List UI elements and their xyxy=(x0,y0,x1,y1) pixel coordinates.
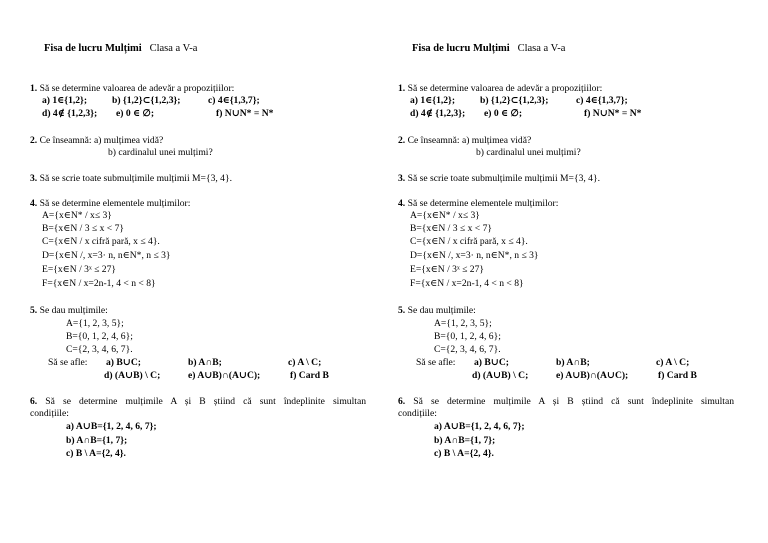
set-d-definition: D={x∈N /, x=3· n, n∈N*, n ≤ 3} xyxy=(410,250,539,261)
find-label: Să se afle: xyxy=(48,357,88,368)
given-set-a: A={1, 2, 3, 5}; xyxy=(434,318,492,329)
exercise-text-continued: condițiile: xyxy=(30,408,69,419)
item-1a: a) 1∈{1,2}; xyxy=(42,95,88,106)
set-b-definition: B={x∈N / 3 ≤ x < 7} xyxy=(42,223,124,234)
item-6b: b) A∩B={1, 7}; xyxy=(434,435,496,446)
worksheet-title: Fisa de lucru Mulțimi xyxy=(412,43,510,54)
item-5e: e) A∪B)∩(A∪C); xyxy=(556,370,629,381)
item-5f: f) Card B xyxy=(658,370,697,381)
item-1f: f) N∪N* = N* xyxy=(216,108,274,119)
exercise-2 xyxy=(30,135,163,147)
item-6a: a) A∪B={1, 2, 4, 6, 7}; xyxy=(66,421,157,432)
given-set-b: B={0, 1, 2, 4, 6}; xyxy=(434,331,501,342)
exercise-4 xyxy=(398,198,558,210)
worksheet-title: Fisa de lucru Mulțimi xyxy=(44,43,142,54)
exercise-number: 3. xyxy=(398,173,406,184)
item-6c: c) B \ A={2, 4}. xyxy=(434,448,494,459)
exercise-number: 4. xyxy=(398,198,406,209)
set-e-definition: E={x∈N / 3ˣ ≤ 27} xyxy=(42,264,116,275)
item-2b: b) cardinalul unei mulțimi? xyxy=(476,147,581,158)
given-set-a: A={1, 2, 3, 5}; xyxy=(66,318,124,329)
exercise-text: Să se determine elementele mulțimilor: xyxy=(39,198,191,209)
item-1a: a) 1∈{1,2}; xyxy=(410,95,456,106)
exercise-text: Să se determine mulțimile A și B știind că sunt îndeplinite simultan xyxy=(413,396,734,407)
exercise-number: 6. xyxy=(30,396,38,407)
set-b-definition: B={x∈N / 3 ≤ x < 7} xyxy=(410,223,492,234)
exercise-text: Ce înseamnă: a) mulțimea vidă? xyxy=(39,135,164,146)
set-f-definition: F={x∈N / x=2n-1, 4 < n < 8} xyxy=(410,278,524,289)
exercise-text: Se dau mulțimile: xyxy=(39,305,108,316)
item-2b: b) cardinalul unei mulțimi? xyxy=(108,147,213,158)
given-set-c: C={2, 3, 4, 6, 7}. xyxy=(66,344,133,355)
item-5f: f) Card B xyxy=(290,370,329,381)
item-1b: b) {1,2}⊂{1,2,3}; xyxy=(480,95,549,106)
item-5c: c) A \ C; xyxy=(656,357,690,368)
exercise-2 xyxy=(398,135,531,147)
exercise-text: Să se scrie toate submulțimile mulțimii M={3, 4}. xyxy=(407,173,600,184)
item-1c: c) 4∈{1,3,7}; xyxy=(208,95,260,106)
exercise-6 xyxy=(398,396,734,408)
set-c-definition: C={x∈N / x cifră pară, x ≤ 4}. xyxy=(42,236,160,247)
exercise-number: 5. xyxy=(398,305,406,316)
exercise-number: 1. xyxy=(398,83,406,94)
set-e-definition: E={x∈N / 3ˣ ≤ 27} xyxy=(410,264,484,275)
item-1e: e) 0 ∈ ∅; xyxy=(116,108,155,119)
set-a-definition: A={x∈N* / x≤ 3} xyxy=(410,210,480,221)
exercise-text: Ce înseamnă: a) mulțimea vidă? xyxy=(407,135,532,146)
item-5a: a) B∪C; xyxy=(474,357,509,368)
exercise-3 xyxy=(30,173,232,185)
exercise-number: 6. xyxy=(398,396,406,407)
exercise-number: 4. xyxy=(30,198,38,209)
exercise-1 xyxy=(398,83,602,95)
exercise-5 xyxy=(30,305,108,317)
exercise-text: Să se determine elementele mulțimilor: xyxy=(407,198,559,209)
find-label: Să se afle: xyxy=(416,357,456,368)
set-d-definition: D={x∈N /, x=3· n, n∈N*, n ≤ 3} xyxy=(42,250,171,261)
exercise-number: 2. xyxy=(398,135,406,146)
worksheet-left xyxy=(30,0,390,543)
exercise-text-continued: condițiile: xyxy=(398,408,437,419)
worksheet-class: Clasa a V-a xyxy=(517,43,566,54)
item-5c: c) A \ C; xyxy=(288,357,322,368)
set-c-definition: C={x∈N / x cifră pară, x ≤ 4}. xyxy=(410,236,528,247)
item-5d: d) (A∪B) \ C; xyxy=(104,370,161,381)
set-a-definition: A={x∈N* / x≤ 3} xyxy=(42,210,112,221)
exercise-number: 1. xyxy=(30,83,38,94)
exercise-text: Să se determine mulțimile A și B știind că sunt îndeplinite simultan xyxy=(45,396,366,407)
item-5a: a) B∪C; xyxy=(106,357,141,368)
exercise-number: 5. xyxy=(30,305,38,316)
worksheet-header xyxy=(412,43,565,55)
exercise-4 xyxy=(30,198,190,210)
worksheet-class: Clasa a V-a xyxy=(149,43,198,54)
exercise-1 xyxy=(30,83,234,95)
exercise-text: Să se determine valoarea de adevăr a propozițiilor: xyxy=(407,83,603,94)
item-6c: c) B \ A={2, 4}. xyxy=(66,448,126,459)
exercise-number: 3. xyxy=(30,173,38,184)
item-6a: a) A∪B={1, 2, 4, 6, 7}; xyxy=(434,421,525,432)
exercise-text: Să se determine valoarea de adevăr a propozițiilor: xyxy=(39,83,235,94)
item-1c: c) 4∈{1,3,7}; xyxy=(576,95,628,106)
exercise-5 xyxy=(398,305,476,317)
exercise-number: 2. xyxy=(30,135,38,146)
exercise-text: Să se scrie toate submulțimile mulțimii M={3, 4}. xyxy=(39,173,232,184)
set-f-definition: F={x∈N / x=2n-1, 4 < n < 8} xyxy=(42,278,156,289)
exercise-6 xyxy=(30,396,366,408)
given-set-b: B={0, 1, 2, 4, 6}; xyxy=(66,331,133,342)
exercise-3 xyxy=(398,173,600,185)
item-5e: e) A∪B)∩(A∪C); xyxy=(188,370,261,381)
item-1d: d) 4∉ {1,2,3}; xyxy=(410,108,466,119)
item-1e: e) 0 ∈ ∅; xyxy=(484,108,523,119)
item-5d: d) (A∪B) \ C; xyxy=(472,370,529,381)
item-1b: b) {1,2}⊂{1,2,3}; xyxy=(112,95,181,106)
item-1d: d) 4∉ {1,2,3}; xyxy=(42,108,98,119)
item-5b: b) A∩B; xyxy=(556,357,590,368)
given-set-c: C={2, 3, 4, 6, 7}. xyxy=(434,344,501,355)
worksheet-header xyxy=(44,43,197,55)
item-1f: f) N∪N* = N* xyxy=(584,108,642,119)
item-5b: b) A∩B; xyxy=(188,357,222,368)
item-6b: b) A∩B={1, 7}; xyxy=(66,435,128,446)
exercise-text: Se dau mulțimile: xyxy=(407,305,476,316)
worksheet-right xyxy=(398,0,758,543)
